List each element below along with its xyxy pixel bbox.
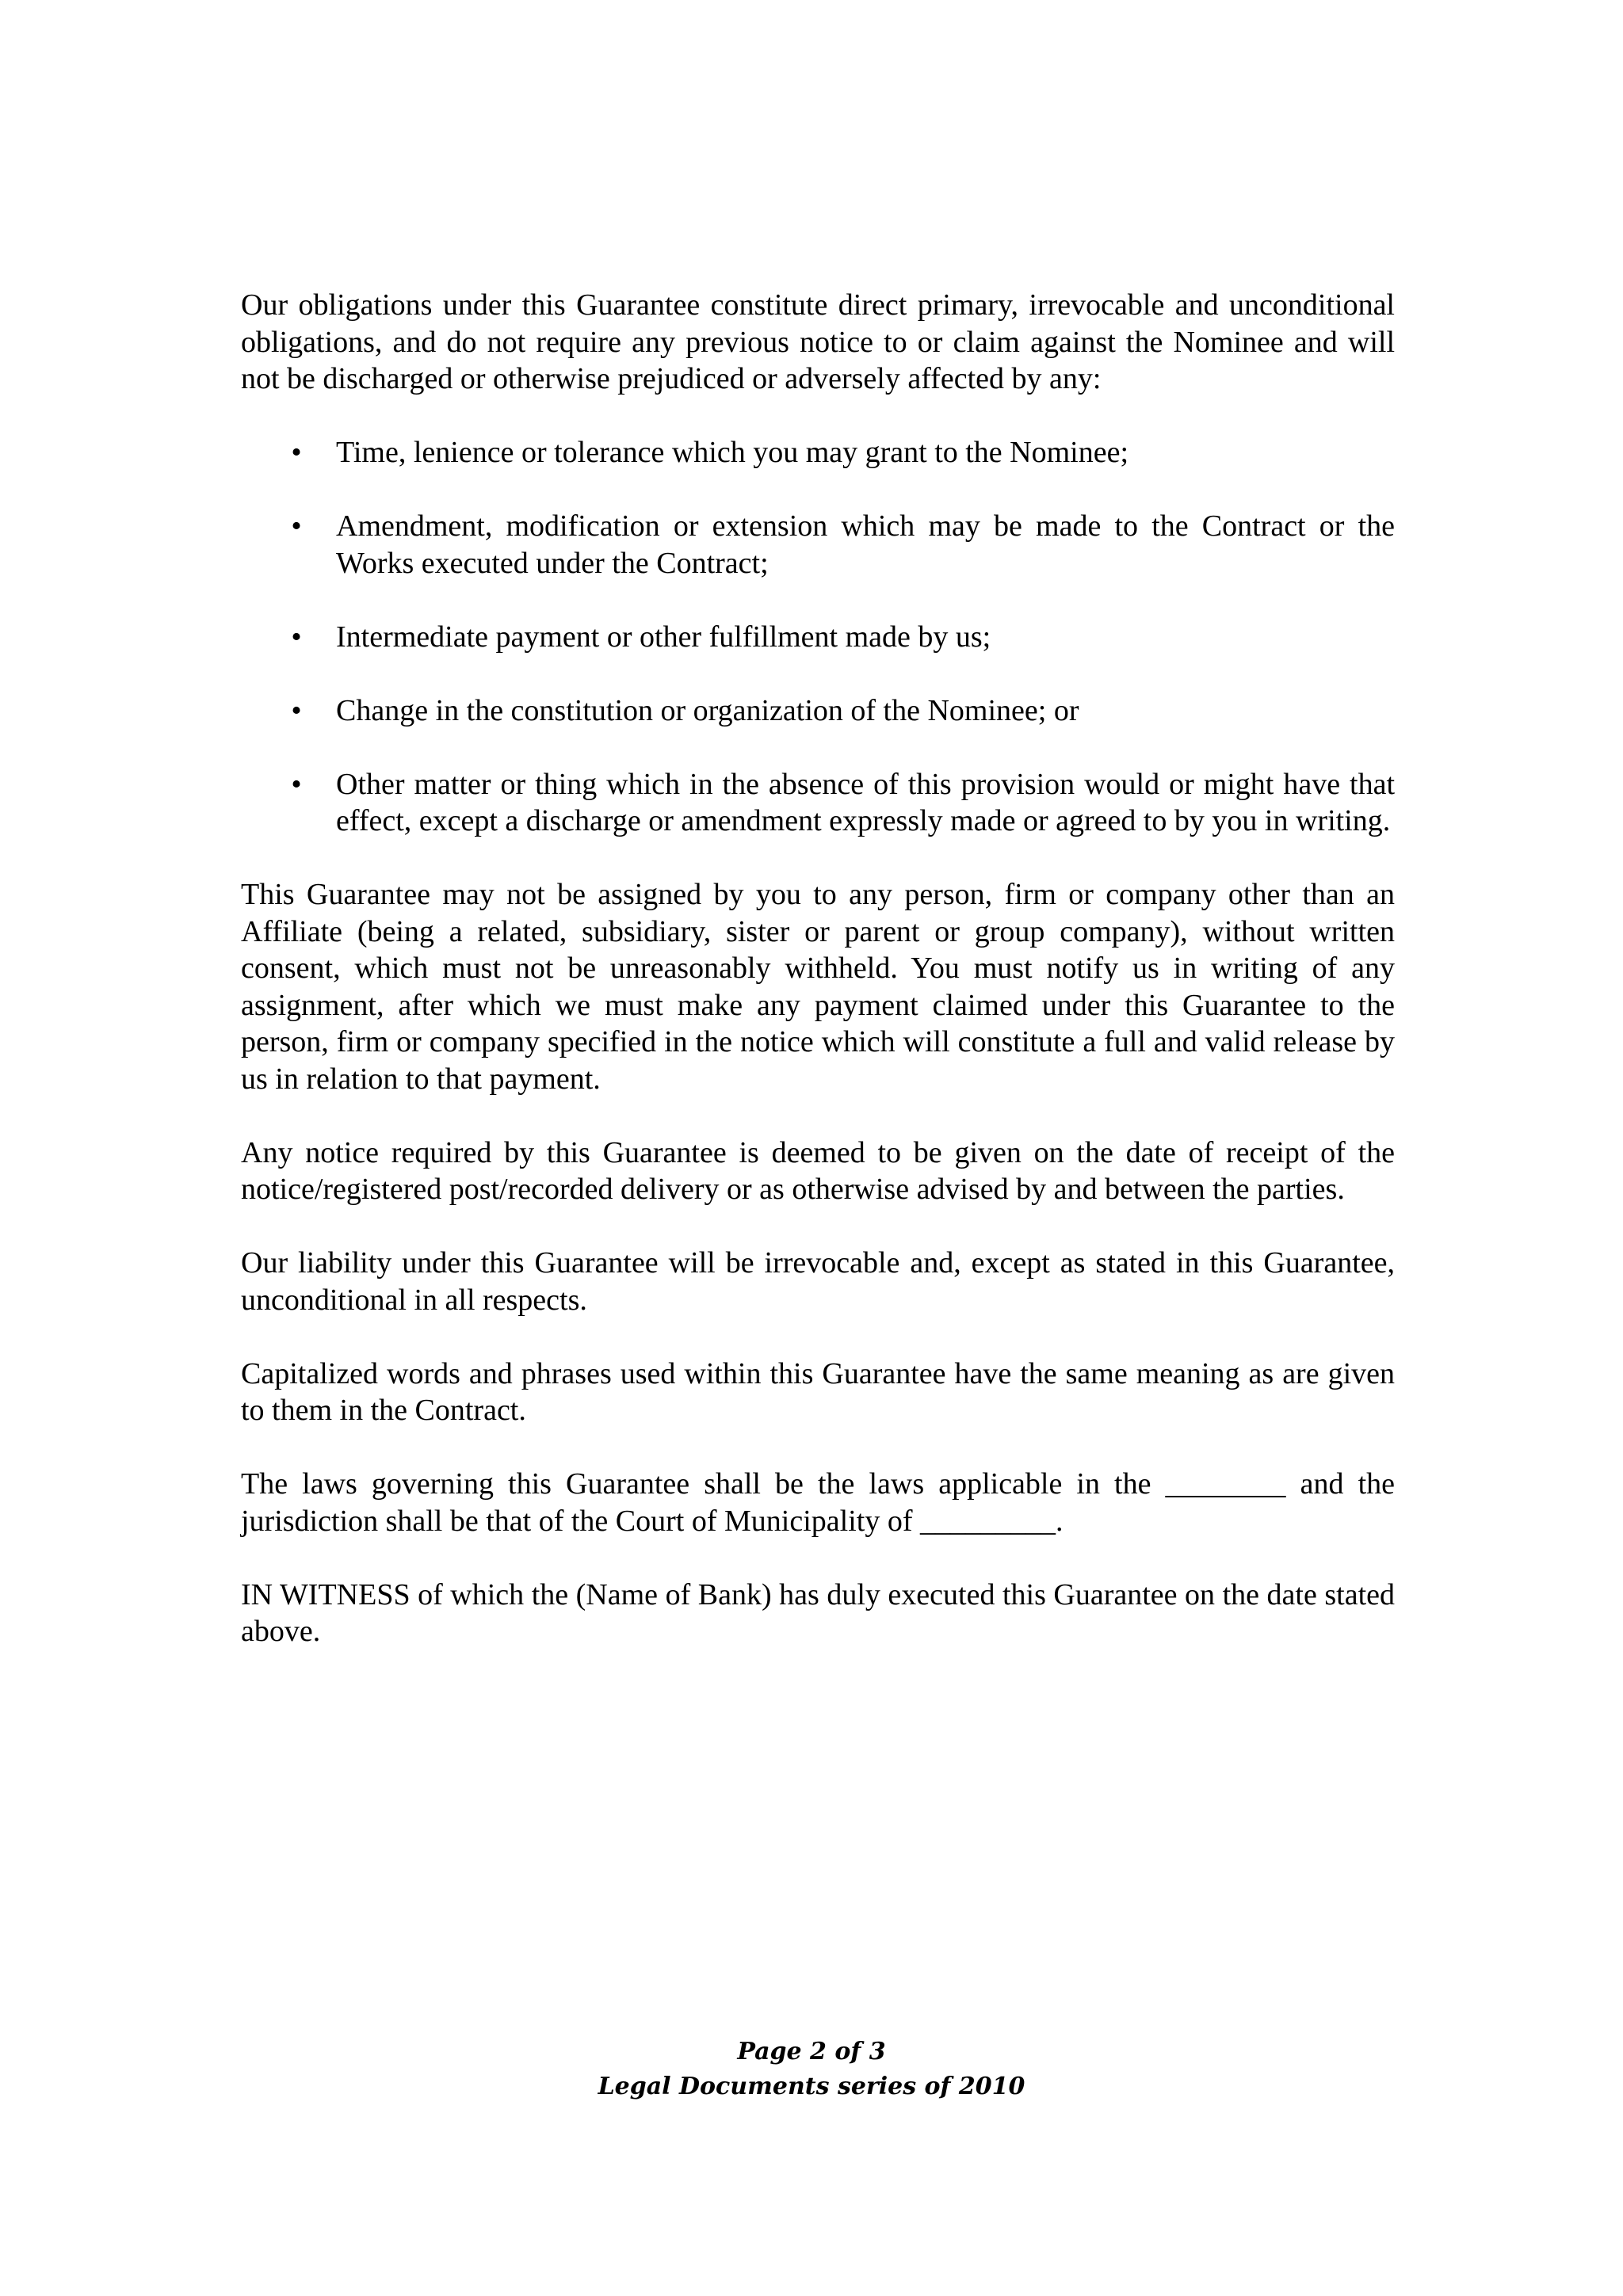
witness-paragraph: IN WITNESS of which the (Name of Bank) has duly executed this Guarantee on the date stated above. [241, 1577, 1395, 1648]
liability-paragraph: Our liability under this Guarantee will be irrevocable and, except as stated in this Guarantee, unconditional in all respects. [241, 1246, 1395, 1317]
bullet-icon: • [291, 620, 302, 654]
intro-paragraph: Our obligations under this Guarantee constitute direct primary, irrevocable and unconditional obligations, and do not require any previous notice to or claim against the Nominee and will not be discharged or otherwise prejudiced or adversely affected by any: [241, 288, 1395, 395]
list-item-text: Change in the constitution or organization of the Nominee; or [336, 693, 1079, 727]
list-item [241, 434, 1395, 471]
obligations-list [241, 434, 1395, 840]
notice-paragraph: Any notice required by this Guarantee is deemed to be given on the date of receipt of the notice/registered post/recorded delivery or as otherwise advised by and between the parties. [241, 1135, 1395, 1206]
list-item-text: Time, lenience or tolerance which you may grant to the Nominee; [336, 436, 1129, 469]
list-item-text: Amendment, modification or extension which may be made to the Contract or the Works executed under the Contract; [336, 509, 1395, 580]
list-item [241, 508, 1395, 582]
bullet-icon: • [291, 693, 302, 727]
document-body [241, 287, 1395, 1687]
list-item-text: Other matter or thing which in the absence of this provision would or might have that effect, except a discharge or amendment expressly made or agreed to by you in writing. [336, 767, 1395, 837]
list-item [241, 766, 1395, 840]
bullet-icon: • [291, 509, 302, 543]
page-number: Page 2 of 3 [737, 2038, 886, 2065]
list-item [241, 692, 1395, 730]
assignment-paragraph: This Guarantee may not be assigned by you to any person, firm or company other than an Affiliate (being a related, subsidiary, sister or parent or group company), without written consent, which must not be unreasonably withheld. You must notify us in writing of any assignment, after which we must make any payment claimed under this Guarantee to the person, firm or company specified in the notice which will constitute a full and valid release by us in relation to that payment. [241, 878, 1395, 1096]
bullet-icon: • [291, 436, 302, 469]
definitions-paragraph: Capitalized words and phrases used within this Guarantee have the same meaning as are given to them in the Contract. [241, 1356, 1395, 1427]
governing-law-paragraph: The laws governing this Guarantee shall be the laws applicable in the ________ and the jurisdiction shall be that of the Court of Municipality of _________. [241, 1467, 1395, 1538]
page-footer [0, 2035, 1623, 2104]
series-label: Legal Documents series of 2010 [598, 2073, 1025, 2100]
list-item-text: Intermediate payment or other fulfillment made by us; [336, 620, 991, 654]
list-item [241, 619, 1395, 656]
bullet-icon: • [291, 767, 302, 801]
